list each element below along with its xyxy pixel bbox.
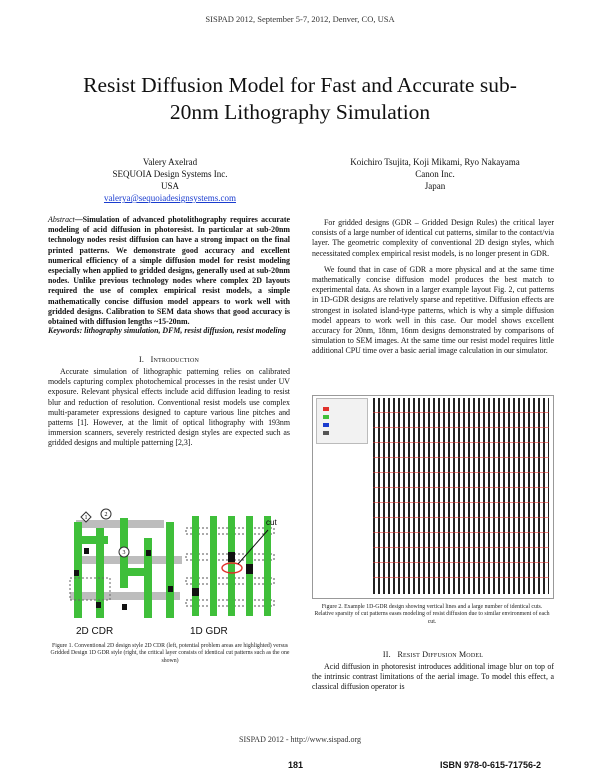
isbn: ISBN 978-0-615-71756-2 — [440, 760, 542, 770]
footer-url: SISPAD 2012 - http://www.sispad.org — [239, 735, 361, 744]
metal-jog — [82, 536, 108, 544]
marker-3: 3 — [122, 550, 126, 556]
page-number: 181 — [288, 760, 304, 770]
right-column-text — [312, 218, 554, 363]
gdr-line — [192, 516, 199, 616]
contact — [84, 548, 89, 554]
author-email-link[interactable]: valerya@sequoiadesignsystems.com — [103, 193, 236, 203]
cdr-label: 2D CDR — [76, 626, 114, 637]
running-head: SISPAD 2012, September 5-7, 2012, Denver, CO, USA — [205, 14, 395, 24]
figure-1-drawing — [62, 508, 282, 623]
section-heading-model: II. Resist Diffusion Model — [382, 650, 484, 659]
author-name: Koichiro Tsujita, Koji Mikami, Ryo Nakayama — [350, 157, 520, 167]
contact — [146, 550, 151, 556]
paragraph: We found that in case of GDR a more physical and at the same time mathematically concise diffusion model produces the best match to experimental data. As shown in a larger example layout Fig. 2, cut patterns in 1D-GDR designs are relatively sparse and repetitive. Diffusion effects are strongest in isolated island-type patterns, which is why a simple diffusion model appears to work well in this case. Our model shows excellent accuracy for 20nm, 18nm, 16nm designs demonstrated by comparisons of simulation to SEM images. At the same time our resist model requires little additional CPU time over a basic aerial image calculation in our simulator. — [312, 264, 554, 356]
keywords: Keywords: lithography simulation, DFM, resist diffusion, resist modeling — [48, 326, 286, 335]
author-country: Japan — [424, 181, 446, 191]
figure-2-caption: Figure 2. Example 1D-GDR design showing vertical lines and a large number of identical cuts. Relative sparsity of cut patterns eases modeling of resist diffusion due to similar environment of each cut. — [314, 604, 550, 625]
contact — [74, 570, 79, 576]
cut-rows-overlay — [373, 406, 549, 592]
contact — [122, 604, 127, 610]
figure-2-screenshot — [312, 395, 554, 599]
contact — [168, 586, 173, 592]
layer-swatch — [323, 407, 329, 411]
title-line-2: 20nm Lithography Simulation — [169, 100, 431, 124]
poly-line — [70, 592, 180, 600]
author-block-2 — [310, 156, 560, 192]
paragraph: For gridded designs (GDR – Gridded Design Rules) the critical layer consists of a large number of identical cut patterns, similar to the contact/via layer. The geometric complexity of conventional 2D design styles, which necessitated complex empirical resist models, is no longer present in GDR. — [312, 218, 554, 258]
contact — [96, 602, 101, 608]
abstract-text: —Simulation of advanced photolithography requires accurate modeling of acid diffusion in photoresist. In particular at sub-20nm technology nodes resist diffusion can have a strong impact on the final printed patterns. We demonstrate good accuracy and excellent numerical efficiency of a simple diffusion model for resist modeling especially when applied to gridded designs, generally used at sub-20nm nodes. Unlike previous technology nodes where complex 2D layouts required the use of complex empirical resist models, a simple mathematically concise diffusion model appears to work well with gridded designs. Calibration to SEM data shows that good accuracy is obtained with diffusion lengths ~15-20nm. — [48, 215, 290, 327]
cut-pattern — [246, 564, 253, 574]
gdr-layout — [186, 516, 277, 616]
cdr-layout — [70, 509, 182, 618]
author-affiliation: SEQUOIA Design Systems Inc. — [112, 169, 228, 179]
author-affiliation: Canon Inc. — [415, 169, 455, 179]
intro-paragraph: Accurate simulation of lithographic patterning relies on calibrated models capturing complex photochemical processes in the resist under UV exposure. Relevant physical effects include acid diffusion leading to resist blur and reduction of resolution. Conventional resist models use complex multi-parameter expressions designed to capture various line pitches and patterns [1]. However, at the limit of optical lithography with 193nm immersion scanners, severely restricted design styles are expected such as gridded designs and multiple patterning [2,3]. — [48, 367, 290, 448]
layer-swatch — [323, 423, 329, 427]
cut-label: cut — [266, 518, 277, 527]
author-name: Valery Axelrad — [142, 157, 198, 167]
cut-pattern — [192, 588, 199, 596]
abstract — [48, 215, 290, 327]
marker-1: 1 — [84, 515, 88, 521]
layer-panel — [316, 398, 368, 444]
abstract-label: Abstract — [48, 215, 75, 224]
author-country: USA — [160, 181, 179, 191]
metal-jog — [122, 568, 152, 576]
title-line-1: Resist Diffusion Model for Fast and Accurate sub- — [83, 73, 517, 97]
cut-pattern — [228, 552, 235, 562]
section-2-paragraph: Acid diffusion in photoresist introduces additional image blur on top of the intrinsic contrast limitations of the aerial image. To model this effect, a classical diffusion operator is — [312, 662, 554, 692]
gdr-label: 1D GDR — [190, 626, 228, 637]
gdr-line — [228, 516, 235, 616]
metal-line — [166, 522, 174, 618]
section-heading-intro: I. Introduction — [138, 355, 200, 364]
layer-swatch — [323, 415, 329, 419]
figure-1-caption: Figure 1. Conventional 2D design style 2D CDR (left, potential problem areas are highlighted) versus Gridded Design 1D GDR style (right, the critical layer consists of identical cut patterns such as the one shown) — [50, 643, 290, 664]
layer-swatch — [323, 431, 329, 435]
paper-title — [40, 72, 560, 126]
gdr-line — [210, 516, 217, 616]
marker-2: 2 — [104, 512, 108, 518]
author-block-1 — [70, 156, 270, 204]
